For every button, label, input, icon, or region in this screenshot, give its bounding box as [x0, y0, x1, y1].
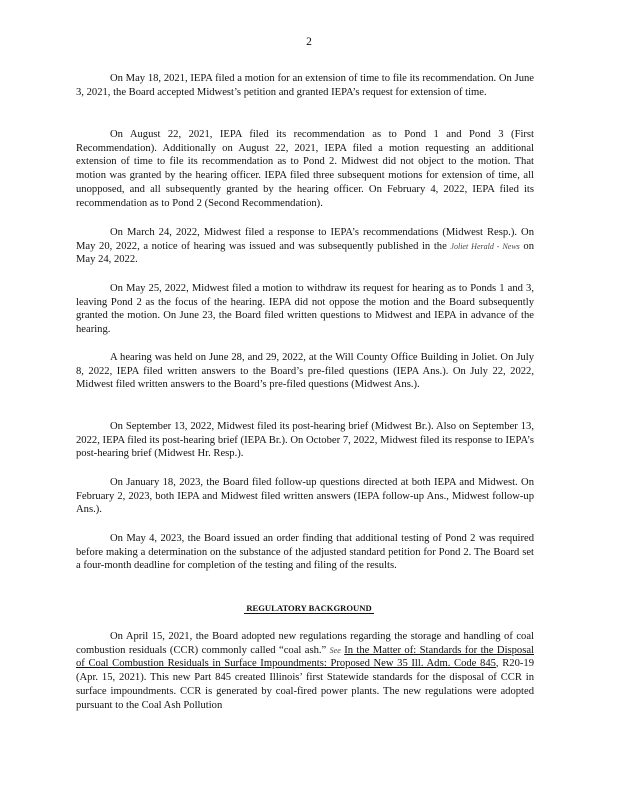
paragraph-1: [76, 72, 534, 99]
see-signal: See: [329, 645, 341, 655]
page-number: 2: [306, 36, 312, 48]
section-heading: [0, 603, 618, 613]
paragraph-3: [76, 226, 534, 267]
paragraph-4-text: On May 25, 2022, Midwest filed a motion to withdraw its request for hearing as to Ponds 1 and 3, leaving Pond 2 as the focus of the hearing. IEPA did not oppose the motion and the Board subsequently granted the motion. On June 23, the Board filed written questions to Midwest and IEPA in advance of the hearing.: [76, 283, 534, 336]
paragraph-2: [76, 128, 534, 210]
paragraph-6: [76, 420, 534, 461]
paragraph-7: [76, 476, 534, 517]
paragraph-7-text: On January 18, 2023, the Board filed follow-up questions directed at both IEPA and Midwest. On February 2, 2023, both IEPA and Midwest filed written answers (IEPA follow-up Ans., Midwest follow-up Ans.).: [76, 477, 534, 516]
paragraph-4: [76, 282, 534, 337]
newspaper-name: Joliet Herald - News: [450, 241, 520, 251]
paragraph-9: [76, 630, 534, 712]
paragraph-3-text-a: On March 24, 2022, Midwest filed a response to IEPA’s recommendations (Midwest Resp.). On May 20, 2022, a notice of hearing was issued and was subsequently published in the: [76, 227, 534, 252]
paragraph-9-text-b: , R20-19 (Apr. 15, 2021). This new Part 845 created Illinois’ first Statewide standards for the disposal of CCR in surface impoundments. CCR is generated by coal-fired power plants. The new regulations were adopted pursuant to the Coal Ash Pollution: [76, 658, 534, 711]
paragraph-2-text: On August 22, 2021, IEPA filed its recommendation as to Pond 1 and Pond 3 (First Recommendation). Additionally on August 22, 2021, IEPA filed a motion requesting an additional extension of time to file its recommendation as to Pond 2. Midwest did not object to the motion. That motion was granted by the hearing officer. IEPA filed three subsequent motions for extension of time, all unopposed, and all subsequently granted by the hearing officer. On February 4, 2022, IEPA filed its recommendation as to Pond 2 (Second Recommendation).: [76, 129, 534, 209]
paragraph-5-text: A hearing was held on June 28, and 29, 2022, at the Will County Office Building in Joliet. On July 8, 2022, IEPA filed written answers to the Board’s pre-filed questions (IEPA Ans.). On July 22, 2022, Midwest filed written answers to the Board’s pre-filed questions (Midwest Ans.).: [76, 352, 534, 391]
paragraph-9-text-a: On April 15, 2021, the Board adopted new regulations regarding the storage and handling of coal combustion residuals (CCR) commonly called “coal ash.”: [76, 631, 534, 656]
paragraph-8: [76, 532, 534, 573]
section-heading-text: REGULATORY BACKGROUND: [246, 603, 372, 613]
paragraph-1-text: On May 18, 2021, IEPA filed a motion for an extension of time to file its recommendation. On June 3, 2021, the Board accepted Midwest’s petition and granted IEPA’s request for extension of time.: [76, 73, 534, 98]
paragraph-6-text: On September 13, 2022, Midwest filed its post-hearing brief (Midwest Br.). Also on September 13, 2022, IEPA filed its post-hearing brief (IEPA Br.). On October 7, 2022, Midwest filed its response to IEPA’s post-hearing brief (Midwest Hr. Resp.).: [76, 421, 534, 460]
paragraph-3-text-b: on May 24, 2022.: [76, 240, 534, 266]
case-citation: In the Matter of: Standards for the Disposal of Coal Combustion Residuals in Surface Impoundments: Proposed New 35 Ill. Adm. Code 845: [76, 644, 534, 670]
paragraph-5: [76, 351, 534, 392]
paragraph-8-text: On May 4, 2023, the Board issued an order finding that additional testing of Pond 2 was required before making a determination on the substance of the adjusted standard petition for Pond 2. The Board set a four-month deadline for completion of the testing and filing of the results.: [76, 533, 534, 572]
